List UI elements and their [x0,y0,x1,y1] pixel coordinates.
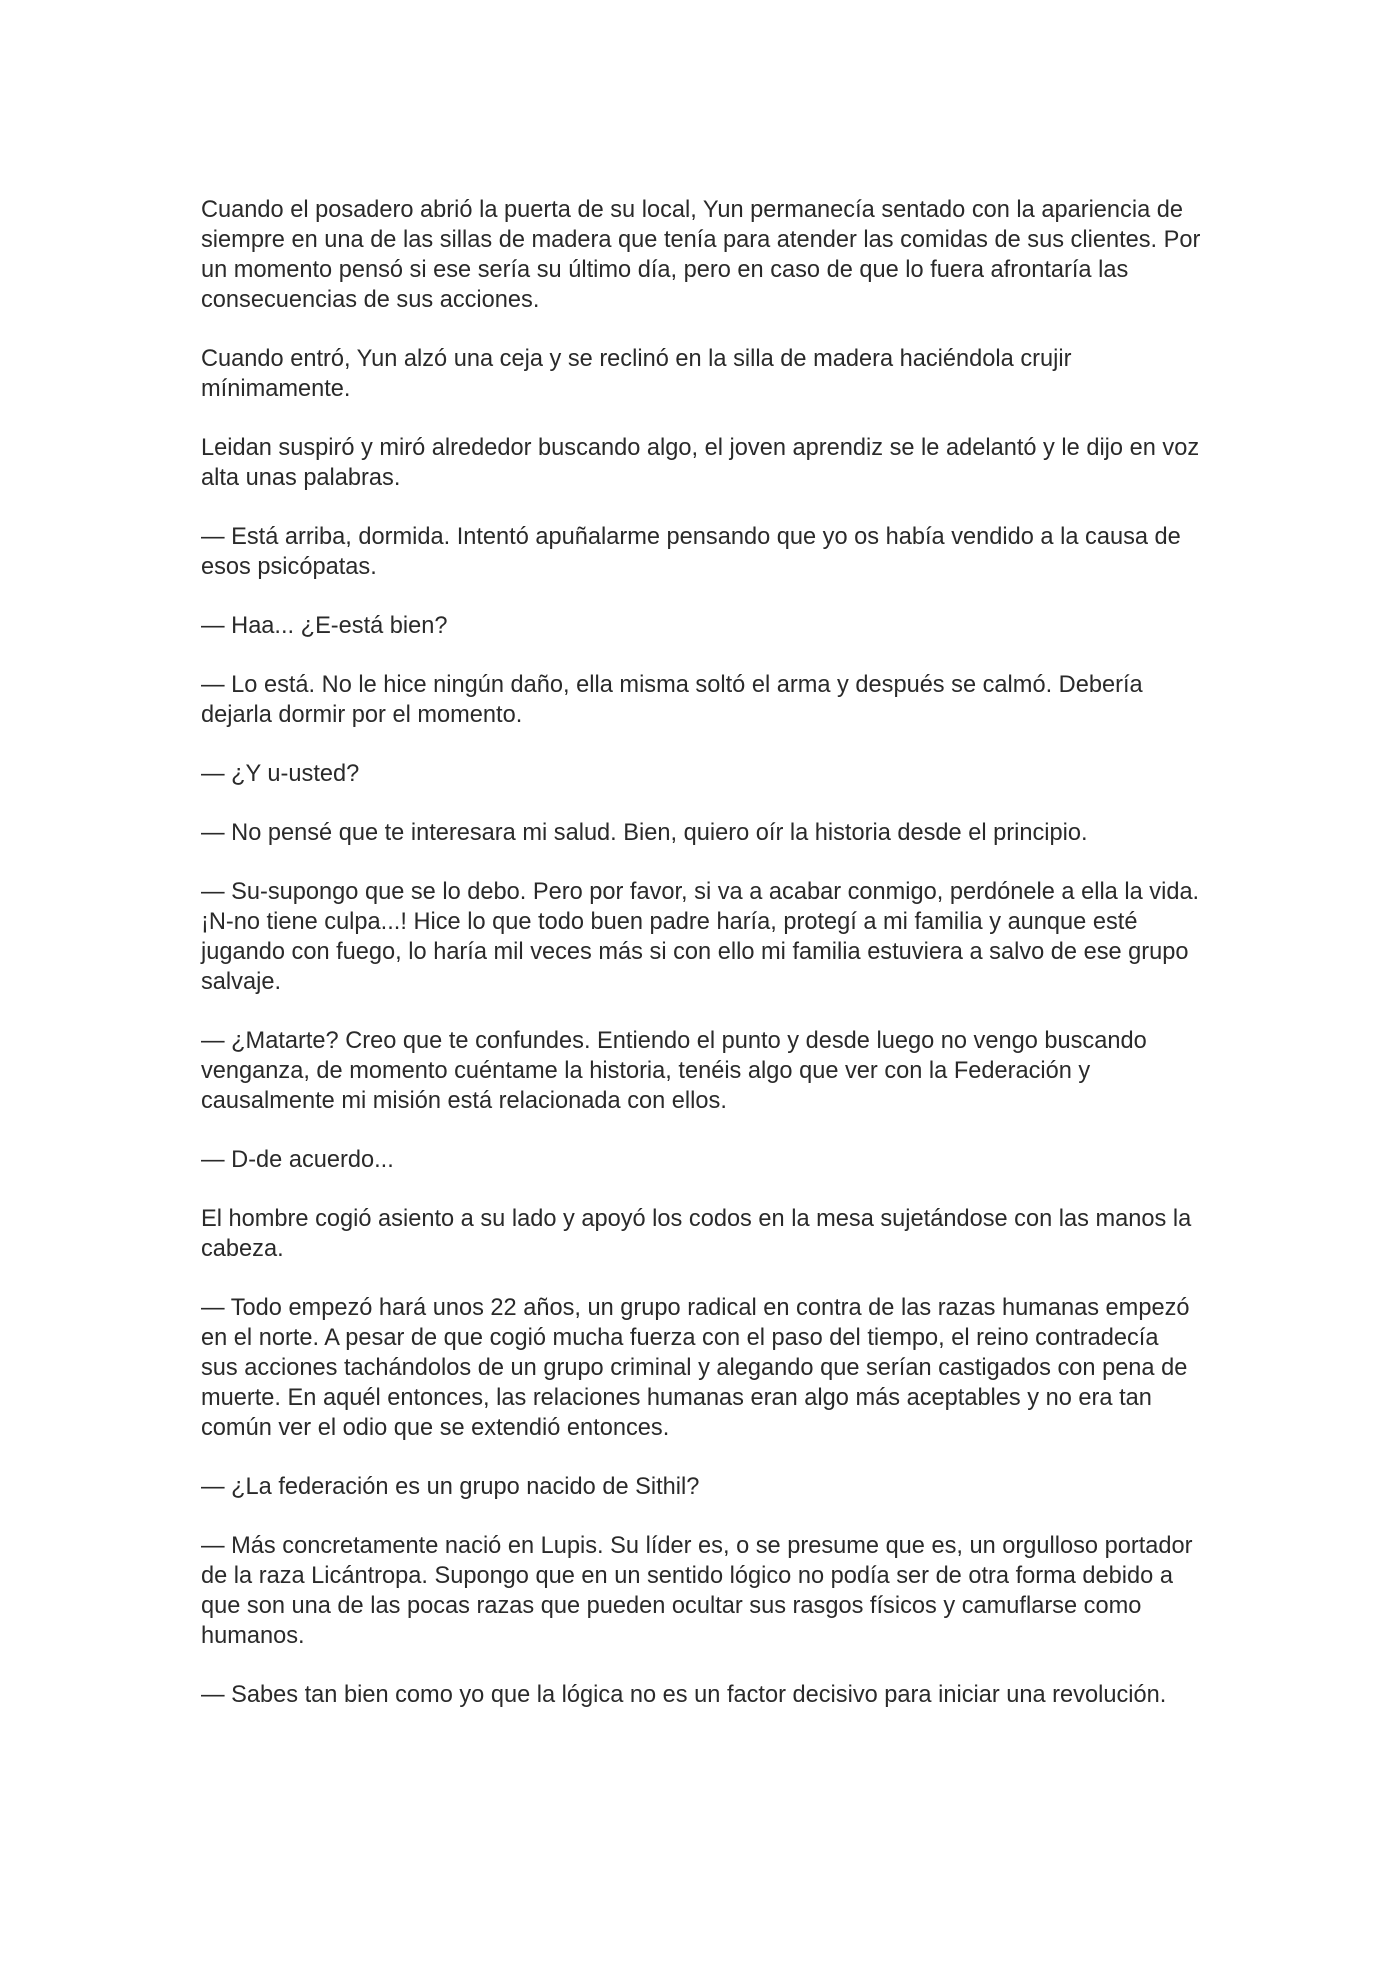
dialogue-line: — D-de acuerdo... [201,1147,394,1173]
dialogue-line: — ¿Y u-usted? [201,761,360,787]
dialogue-line: — ¿Matarte? Creo que te confundes. Entiendo el punto y desde luego no vengo buscando venganza, de momento cuéntame la historia, tenéis algo que ver con la Federación y causalmente mi misión está relacionada con ellos. [201,1028,1147,1114]
dialogue-line: — No pensé que te interesara mi salud. Bien, quiero oír la historia desde el principio. [201,820,1088,846]
dialogue-line: — Haa... ¿E-está bien? [201,613,448,639]
paragraph: Cuando entró, Yun alzó una ceja y se reclinó en la silla de madera haciéndola crujir mínimamente. [201,346,1072,402]
dialogue-line: — Todo empezó hará unos 22 años, un grupo radical en contra de las razas humanas empezó en el norte. A pesar de que cogió mucha fuerza con el paso del tiempo, el reino contradecía sus acciones tachándolos de un grupo criminal y alegando que serían castigados con pena de muerte. En aquél entonces, las relaciones humanas eran algo más aceptables y no era tan común ver el odio que se extendió entonces. [201,1295,1190,1441]
dialogue-line: — Sabes tan bien como yo que la lógica no es un factor decisivo para iniciar una revolución. [201,1682,1167,1708]
paragraph: Cuando el posadero abrió la puerta de su local, Yun permanecía sentado con la apariencia de siempre en una de las sillas de madera que tenía para atender las comidas de sus clientes. Por un momento pensó si ese sería su último día, pero en caso de que lo fuera afrontaría las consecuencias de sus acciones. [201,197,1201,313]
dialogue-line: — Más concretamente nació en Lupis. Su líder es, o se presume que es, un orgulloso portador de la raza Licántropa. Supongo que en un sentido lógico no podía ser de otra forma debido a que son una de las pocas razas que pueden ocultar sus rasgos físicos y camuflarse como humanos. [201,1533,1193,1649]
dialogue-line: — ¿La federación es un grupo nacido de Sithil? [201,1474,700,1500]
paragraph: El hombre cogió asiento a su lado y apoyó los codos en la mesa sujetándose con las manos la cabeza. [201,1206,1192,1262]
dialogue-line: — Está arriba, dormida. Intentó apuñalarme pensando que yo os había vendido a la causa de esos psicópatas. [201,524,1181,580]
dialogue-line: — Su-supongo que se lo debo. Pero por favor, si va a acabar conmigo, perdónele a ella la vida. ¡N-no tiene culpa...! Hice lo que todo buen padre haría, protegí a mi familia y aunque esté jugando con fuego, lo haría mil veces más si con ello mi familia estuviera a salvo de ese grupo salvaje. [201,879,1200,995]
document-body [201,195,1201,1739]
paragraph: Leidan suspiró y miró alrededor buscando algo, el joven aprendiz se le adelantó y le dijo en voz alta unas palabras. [201,435,1200,491]
dialogue-line: — Lo está. No le hice ningún daño, ella misma soltó el arma y después se calmó. Debería dejarla dormir por el momento. [201,672,1143,728]
